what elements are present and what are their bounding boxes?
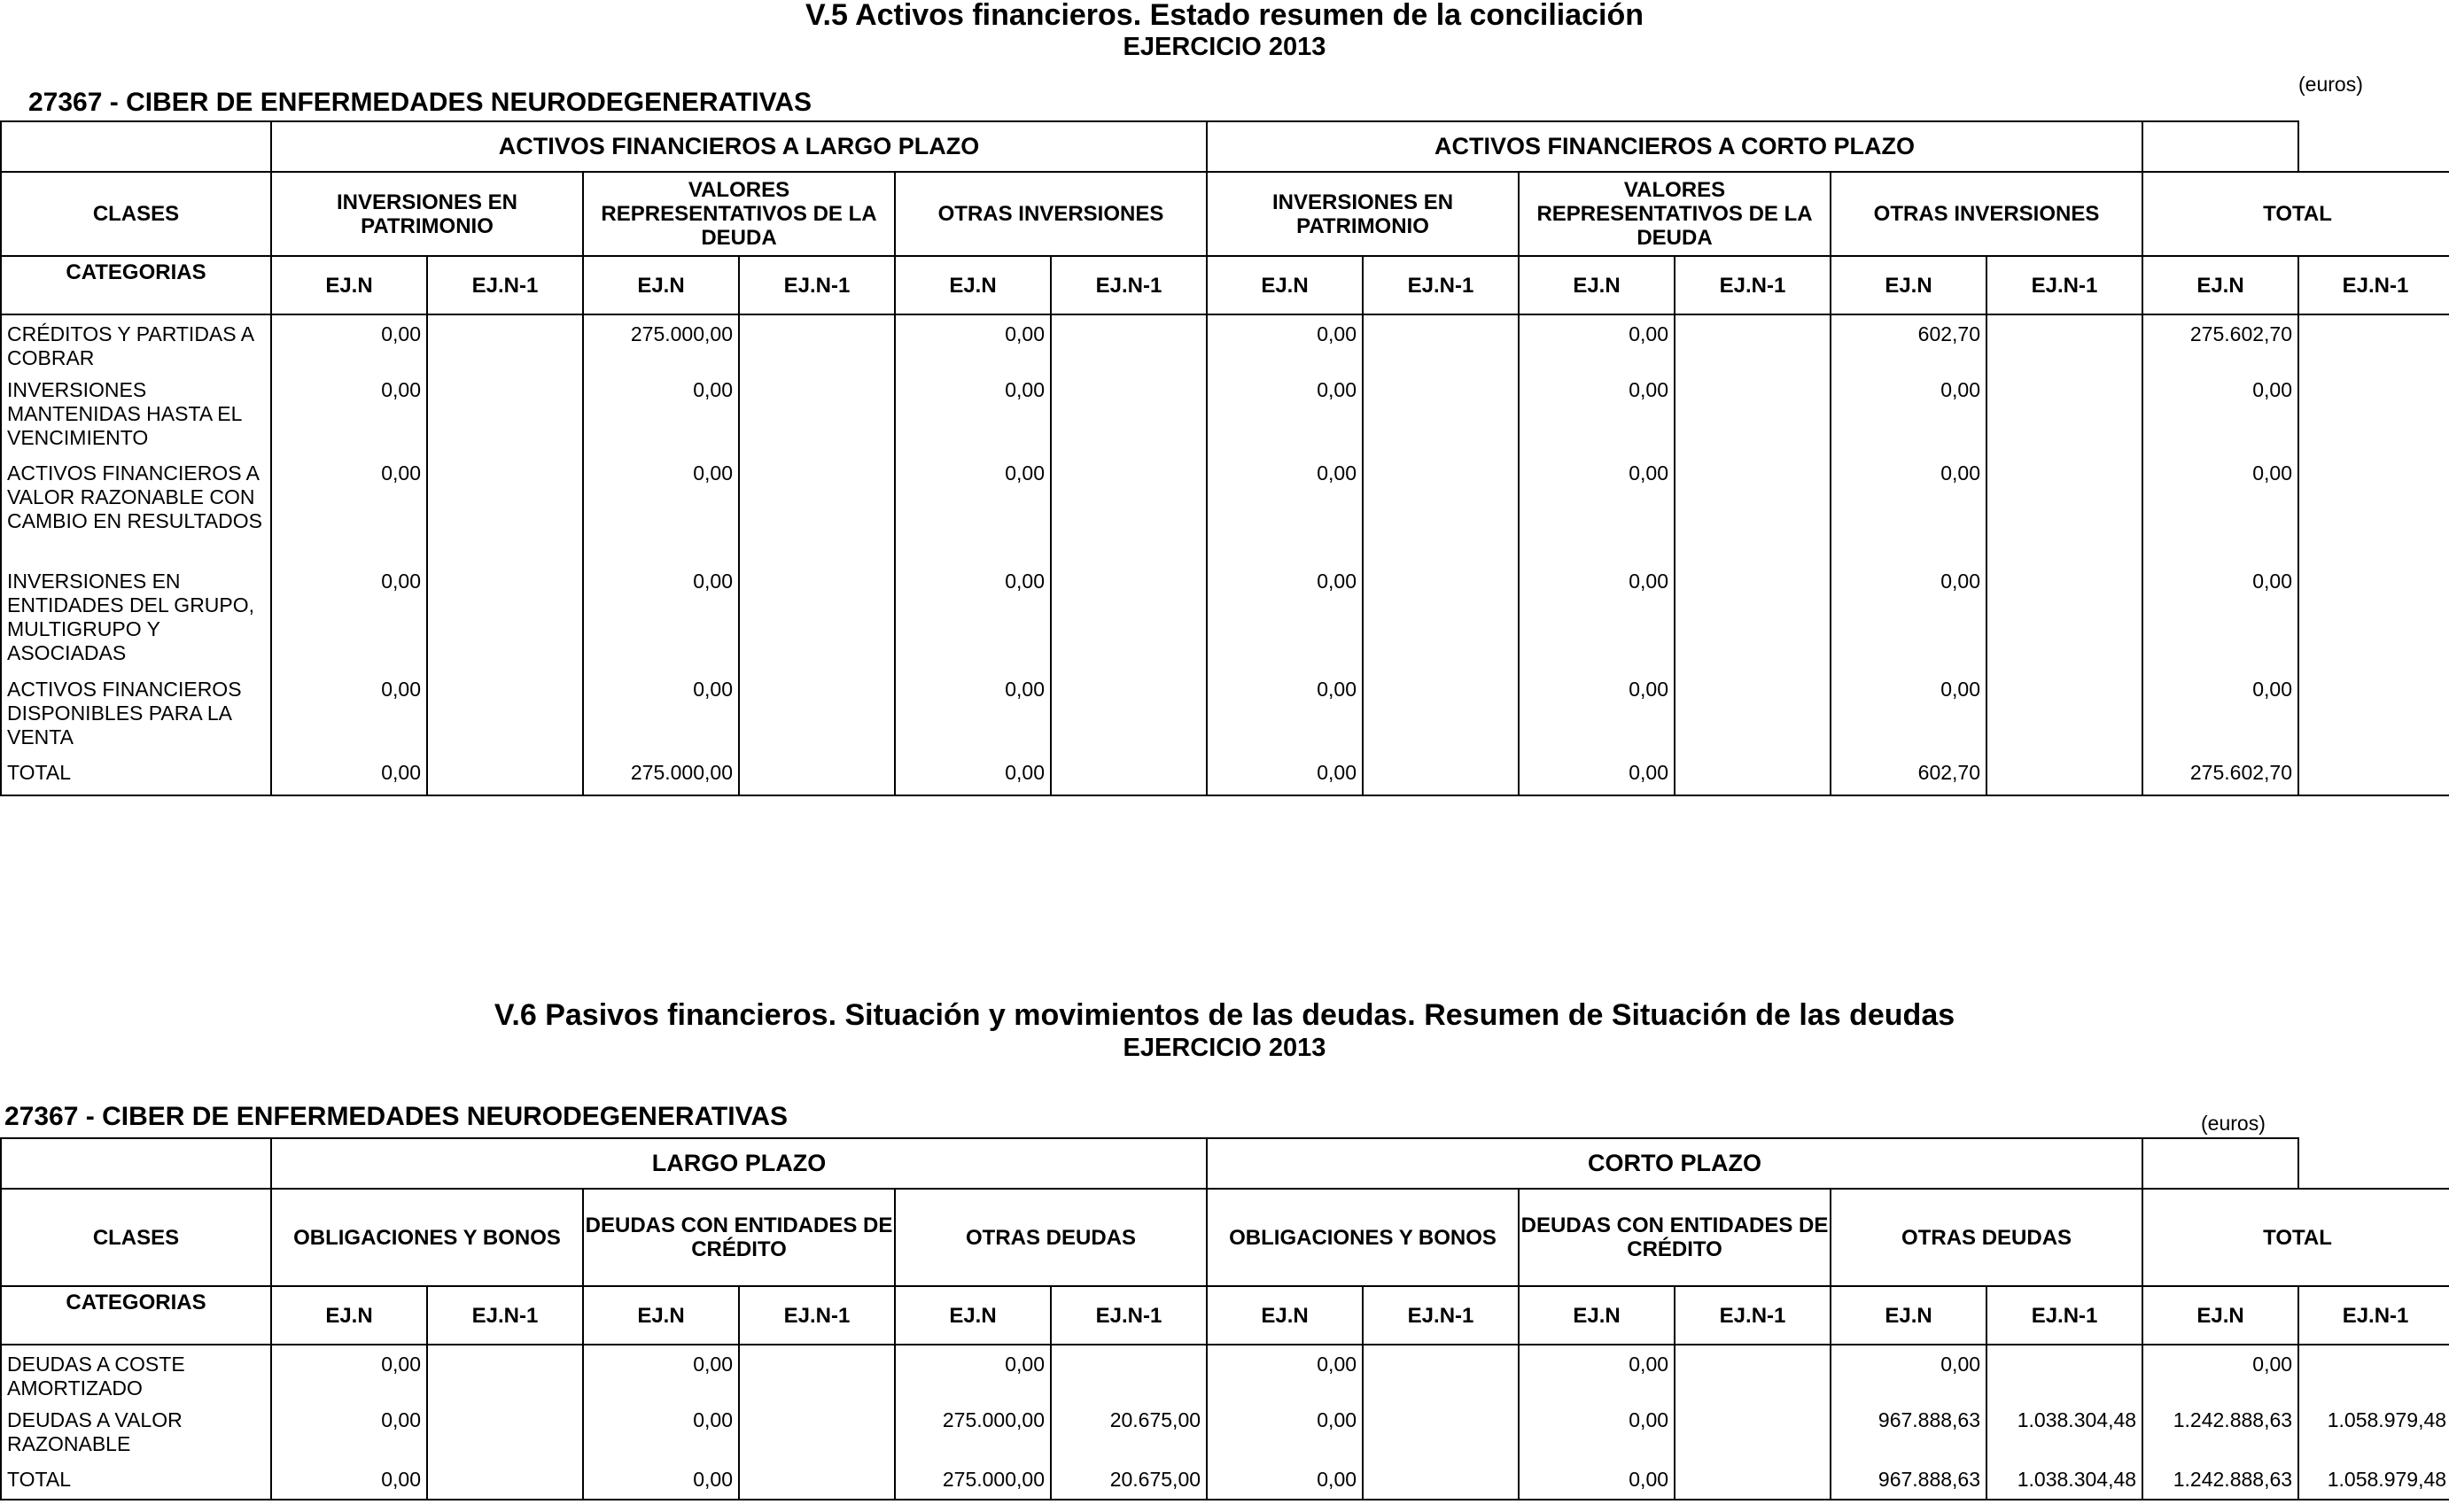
value-cell: 275.602,70 — [2142, 314, 2298, 375]
v5-period-ejn: EJ.N — [2142, 256, 2298, 314]
v6-group-short-term: CORTO PLAZO — [1207, 1138, 2142, 1189]
v5-period-ejn1: EJ.N-1 — [427, 256, 583, 314]
value-cell — [2298, 566, 2449, 674]
value-cell: 967.888,63 — [1831, 1464, 1986, 1500]
value-cell: 0,00 — [1207, 314, 1363, 375]
value-cell: 0,00 — [271, 757, 427, 795]
v5-col-header-d: INVERSIONES EN PATRIMONIO — [1207, 172, 1519, 256]
row-label: TOTAL — [1, 1464, 271, 1500]
value-cell: 0,00 — [1207, 757, 1363, 795]
value-cell — [1051, 566, 1207, 674]
v5-period-ejn: EJ.N — [1519, 256, 1675, 314]
value-cell: 0,00 — [583, 1345, 739, 1405]
value-cell — [1363, 375, 1519, 458]
v6-col-header-c: OTRAS DEUDAS — [895, 1189, 1207, 1286]
value-cell — [1675, 458, 1831, 566]
value-cell — [739, 1405, 895, 1464]
v6-col-header-e: DEUDAS CON ENTIDADES DE CRÉDITO — [1519, 1189, 1831, 1286]
value-cell: 0,00 — [1207, 1464, 1363, 1500]
v5-subtitle: EJERCICIO 2013 — [1123, 33, 1326, 61]
v5-group-long-term: ACTIVOS FINANCIEROS A LARGO PLAZO — [271, 121, 1207, 172]
value-cell — [739, 566, 895, 674]
value-cell: 0,00 — [271, 1405, 427, 1464]
v5-categorias-header: CATEGORIAS — [1, 256, 271, 314]
v6-col-header-total: TOTAL — [2142, 1189, 2449, 1286]
value-cell — [427, 458, 583, 566]
v6-period-header-row — [1, 1286, 2449, 1345]
v5-period-ejn1: EJ.N-1 — [1051, 256, 1207, 314]
value-cell: 0,00 — [1207, 375, 1363, 458]
row-label: ACTIVOS FINANCIEROS A VALOR RAZONABLE CON CAMBIO EN RESULTADOS — [1, 458, 271, 566]
v6-period-ejn1: EJ.N-1 — [1675, 1286, 1831, 1345]
v6-period-ejn: EJ.N — [895, 1286, 1051, 1345]
value-cell: 0,00 — [271, 674, 427, 757]
v6-subtitle: EJERCICIO 2013 — [1123, 1034, 1326, 1062]
v6-period-ejn: EJ.N — [1207, 1286, 1363, 1345]
value-cell: 0,00 — [895, 458, 1051, 566]
value-cell: 0,00 — [271, 458, 427, 566]
table-row — [1, 458, 2449, 566]
value-cell — [1986, 757, 2142, 795]
v5-col-header-total: TOTAL — [2142, 172, 2449, 256]
v6-header-empty-total — [2142, 1138, 2298, 1189]
value-cell: 0,00 — [271, 375, 427, 458]
value-cell: 0,00 — [1831, 458, 1986, 566]
v5-header-empty-total — [2142, 121, 2298, 172]
value-cell: 1.038.304,48 — [1986, 1464, 2142, 1500]
v5-col-header-a: INVERSIONES EN PATRIMONIO — [271, 172, 583, 256]
value-cell: 0,00 — [2142, 375, 2298, 458]
value-cell: 275.602,70 — [2142, 757, 2298, 795]
v6-period-ejn: EJ.N — [2142, 1286, 2298, 1345]
v6-period-ejn1: EJ.N-1 — [427, 1286, 583, 1345]
value-cell — [1675, 757, 1831, 795]
value-cell: 0,00 — [271, 1464, 427, 1500]
value-cell — [1675, 566, 1831, 674]
value-cell: 0,00 — [2142, 458, 2298, 566]
value-cell — [1363, 566, 1519, 674]
value-cell — [1986, 314, 2142, 375]
v6-table — [0, 1137, 2449, 1500]
v6-title: V.6 Pasivos financieros. Situación y movimientos de las deudas. Resumen de Situación de las deudas — [494, 998, 1955, 1032]
value-cell — [1675, 1464, 1831, 1500]
value-cell: 1.058.979,48 — [2298, 1464, 2449, 1500]
value-cell: 0,00 — [583, 674, 739, 757]
v6-period-ejn: EJ.N — [1519, 1286, 1675, 1345]
v6-clases-header: CLASES — [1, 1189, 271, 1286]
value-cell — [427, 375, 583, 458]
v5-table — [0, 120, 2449, 796]
value-cell: 275.000,00 — [583, 757, 739, 795]
value-cell — [2298, 757, 2449, 795]
value-cell — [1363, 314, 1519, 375]
v5-col-header-b: VALORES REPRESENTATIVOS DE LA DEUDA — [583, 172, 895, 256]
value-cell — [1363, 757, 1519, 795]
value-cell: 0,00 — [1831, 566, 1986, 674]
v5-period-header-row — [1, 256, 2449, 314]
value-cell: 0,00 — [583, 458, 739, 566]
value-cell: 275.000,00 — [583, 314, 739, 375]
v6-col-header-b: DEUDAS CON ENTIDADES DE CRÉDITO — [583, 1189, 895, 1286]
value-cell — [1363, 458, 1519, 566]
row-label: DEUDAS A COSTE AMORTIZADO — [1, 1345, 271, 1405]
value-cell: 0,00 — [895, 314, 1051, 375]
value-cell: 0,00 — [271, 1345, 427, 1405]
v5-period-ejn1: EJ.N-1 — [739, 256, 895, 314]
value-cell: 602,70 — [1831, 757, 1986, 795]
value-cell — [2298, 375, 2449, 458]
value-cell — [427, 566, 583, 674]
value-cell: 0,00 — [895, 1345, 1051, 1405]
v6-group-long-term: LARGO PLAZO — [271, 1138, 1207, 1189]
value-cell — [1675, 375, 1831, 458]
v5-period-ejn1: EJ.N-1 — [1675, 256, 1831, 314]
value-cell — [1051, 314, 1207, 375]
value-cell — [1986, 375, 2142, 458]
value-cell: 0,00 — [1519, 757, 1675, 795]
v6-group-header-row — [1, 1138, 2449, 1189]
v6-col-header-f: OTRAS DEUDAS — [1831, 1189, 2142, 1286]
value-cell: 0,00 — [1519, 1345, 1675, 1405]
v5-class-header-row — [1, 172, 2449, 256]
value-cell — [1363, 1345, 1519, 1405]
value-cell — [1363, 1405, 1519, 1464]
value-cell: 275.000,00 — [895, 1464, 1051, 1500]
v5-units-label: (euros) — [2298, 73, 2363, 96]
value-cell — [2298, 1345, 2449, 1405]
value-cell — [427, 314, 583, 375]
v5-group-short-term: ACTIVOS FINANCIEROS A CORTO PLAZO — [1207, 121, 2142, 172]
table-row — [1, 1345, 2449, 1405]
value-cell: 0,00 — [895, 375, 1051, 458]
v6-period-ejn1: EJ.N-1 — [1986, 1286, 2142, 1345]
value-cell: 0,00 — [1519, 674, 1675, 757]
v5-entity-title: 27367 - CIBER DE ENFERMEDADES NEURODEGENERATIVAS — [28, 88, 812, 117]
value-cell: 0,00 — [583, 375, 739, 458]
table-row — [1, 1405, 2449, 1464]
v5-period-ejn1: EJ.N-1 — [1363, 256, 1519, 314]
value-cell: 0,00 — [271, 566, 427, 674]
row-label: TOTAL — [1, 757, 271, 795]
v6-period-ejn1: EJ.N-1 — [1363, 1286, 1519, 1345]
value-cell: 0,00 — [1519, 566, 1675, 674]
value-cell: 275.000,00 — [895, 1405, 1051, 1464]
value-cell — [1363, 674, 1519, 757]
v5-col-header-e: VALORES REPRESENTATIVOS DE LA DEUDA — [1519, 172, 1831, 256]
value-cell: 0,00 — [1519, 1405, 1675, 1464]
v6-units-label: (euros) — [2201, 1112, 2266, 1135]
v6-entity-title: 27367 - CIBER DE ENFERMEDADES NEURODEGENERATIVAS — [4, 1102, 789, 1131]
value-cell — [427, 757, 583, 795]
value-cell: 0,00 — [1519, 314, 1675, 375]
v5-col-header-c: OTRAS INVERSIONES — [895, 172, 1207, 256]
table-row-total — [1, 757, 2449, 795]
v6-categorias-header: CATEGORIAS — [1, 1286, 271, 1345]
value-cell: 20.675,00 — [1051, 1464, 1207, 1500]
value-cell: 1.242.888,63 — [2142, 1464, 2298, 1500]
value-cell: 0,00 — [1831, 375, 1986, 458]
value-cell: 0,00 — [1519, 1464, 1675, 1500]
value-cell: 0,00 — [1207, 566, 1363, 674]
value-cell — [739, 1345, 895, 1405]
v6-period-ejn: EJ.N — [271, 1286, 427, 1345]
value-cell — [739, 375, 895, 458]
value-cell: 0,00 — [2142, 1345, 2298, 1405]
value-cell: 967.888,63 — [1831, 1405, 1986, 1464]
v5-period-ejn: EJ.N — [271, 256, 427, 314]
value-cell — [1986, 458, 2142, 566]
v6-period-ejn: EJ.N — [1831, 1286, 1986, 1345]
value-cell — [427, 674, 583, 757]
value-cell — [1675, 314, 1831, 375]
value-cell — [2298, 314, 2449, 375]
v5-group-header-row — [1, 121, 2449, 172]
v5-period-ejn: EJ.N — [1207, 256, 1363, 314]
value-cell: 0,00 — [583, 1464, 739, 1500]
value-cell: 0,00 — [583, 1405, 739, 1464]
value-cell — [1986, 674, 2142, 757]
value-cell: 0,00 — [1207, 1345, 1363, 1405]
row-label: CRÉDITOS Y PARTIDAS A COBRAR — [1, 314, 271, 375]
row-label: DEUDAS A VALOR RAZONABLE — [1, 1405, 271, 1464]
v5-header-empty — [1, 121, 271, 172]
row-label: INVERSIONES EN ENTIDADES DEL GRUPO, MULTIGRUPO Y ASOCIADAS — [1, 566, 271, 674]
v5-period-ejn: EJ.N — [583, 256, 739, 314]
value-cell: 0,00 — [271, 314, 427, 375]
value-cell: 1.058.979,48 — [2298, 1405, 2449, 1464]
v5-col-header-f: OTRAS INVERSIONES — [1831, 172, 2142, 256]
v5-clases-header: CLASES — [1, 172, 271, 256]
v6-period-ejn1: EJ.N-1 — [2298, 1286, 2449, 1345]
value-cell — [1363, 1464, 1519, 1500]
value-cell — [1675, 674, 1831, 757]
table-row — [1, 674, 2449, 757]
value-cell — [739, 1464, 895, 1500]
value-cell — [1675, 1345, 1831, 1405]
v6-period-ejn1: EJ.N-1 — [1051, 1286, 1207, 1345]
value-cell: 0,00 — [2142, 566, 2298, 674]
table-row — [1, 566, 2449, 674]
value-cell: 1.038.304,48 — [1986, 1405, 2142, 1464]
value-cell: 0,00 — [1831, 674, 1986, 757]
value-cell: 0,00 — [895, 566, 1051, 674]
v5-period-ejn: EJ.N — [1831, 256, 1986, 314]
value-cell — [1051, 674, 1207, 757]
v6-class-header-row — [1, 1189, 2449, 1286]
value-cell — [1986, 1345, 2142, 1405]
value-cell: 602,70 — [1831, 314, 1986, 375]
table-row-total — [1, 1464, 2449, 1500]
value-cell — [2298, 674, 2449, 757]
v6-col-header-d: OBLIGACIONES Y BONOS — [1207, 1189, 1519, 1286]
value-cell: 0,00 — [583, 566, 739, 674]
value-cell: 0,00 — [1519, 375, 1675, 458]
value-cell: 0,00 — [895, 757, 1051, 795]
value-cell — [1051, 458, 1207, 566]
value-cell: 1.242.888,63 — [2142, 1405, 2298, 1464]
v5-period-ejn: EJ.N — [895, 256, 1051, 314]
value-cell: 0,00 — [1207, 674, 1363, 757]
table-row — [1, 375, 2449, 458]
value-cell — [1051, 1345, 1207, 1405]
v5-period-ejn1: EJ.N-1 — [2298, 256, 2449, 314]
value-cell — [1051, 757, 1207, 795]
v6-period-ejn1: EJ.N-1 — [739, 1286, 895, 1345]
value-cell — [427, 1345, 583, 1405]
value-cell — [2298, 458, 2449, 566]
v5-period-ejn1: EJ.N-1 — [1986, 256, 2142, 314]
value-cell: 20.675,00 — [1051, 1405, 1207, 1464]
value-cell — [739, 674, 895, 757]
value-cell: 0,00 — [1519, 458, 1675, 566]
value-cell — [427, 1405, 583, 1464]
v6-header-empty — [1, 1138, 271, 1189]
v6-col-header-a: OBLIGACIONES Y BONOS — [271, 1189, 583, 1286]
value-cell — [1986, 566, 2142, 674]
row-label: INVERSIONES MANTENIDAS HASTA EL VENCIMIENTO — [1, 375, 271, 458]
row-label: ACTIVOS FINANCIEROS DISPONIBLES PARA LA VENTA — [1, 674, 271, 757]
value-cell: 0,00 — [1207, 1405, 1363, 1464]
value-cell: 0,00 — [895, 674, 1051, 757]
v6-period-ejn: EJ.N — [583, 1286, 739, 1345]
table-row — [1, 314, 2449, 375]
value-cell — [739, 314, 895, 375]
value-cell — [1051, 375, 1207, 458]
value-cell: 0,00 — [1207, 458, 1363, 566]
value-cell — [427, 1464, 583, 1500]
v5-title: V.5 Activos financieros. Estado resumen de la conciliación — [805, 0, 1644, 32]
value-cell — [739, 458, 895, 566]
value-cell: 0,00 — [2142, 674, 2298, 757]
value-cell — [739, 757, 895, 795]
value-cell — [1675, 1405, 1831, 1464]
value-cell: 0,00 — [1831, 1345, 1986, 1405]
